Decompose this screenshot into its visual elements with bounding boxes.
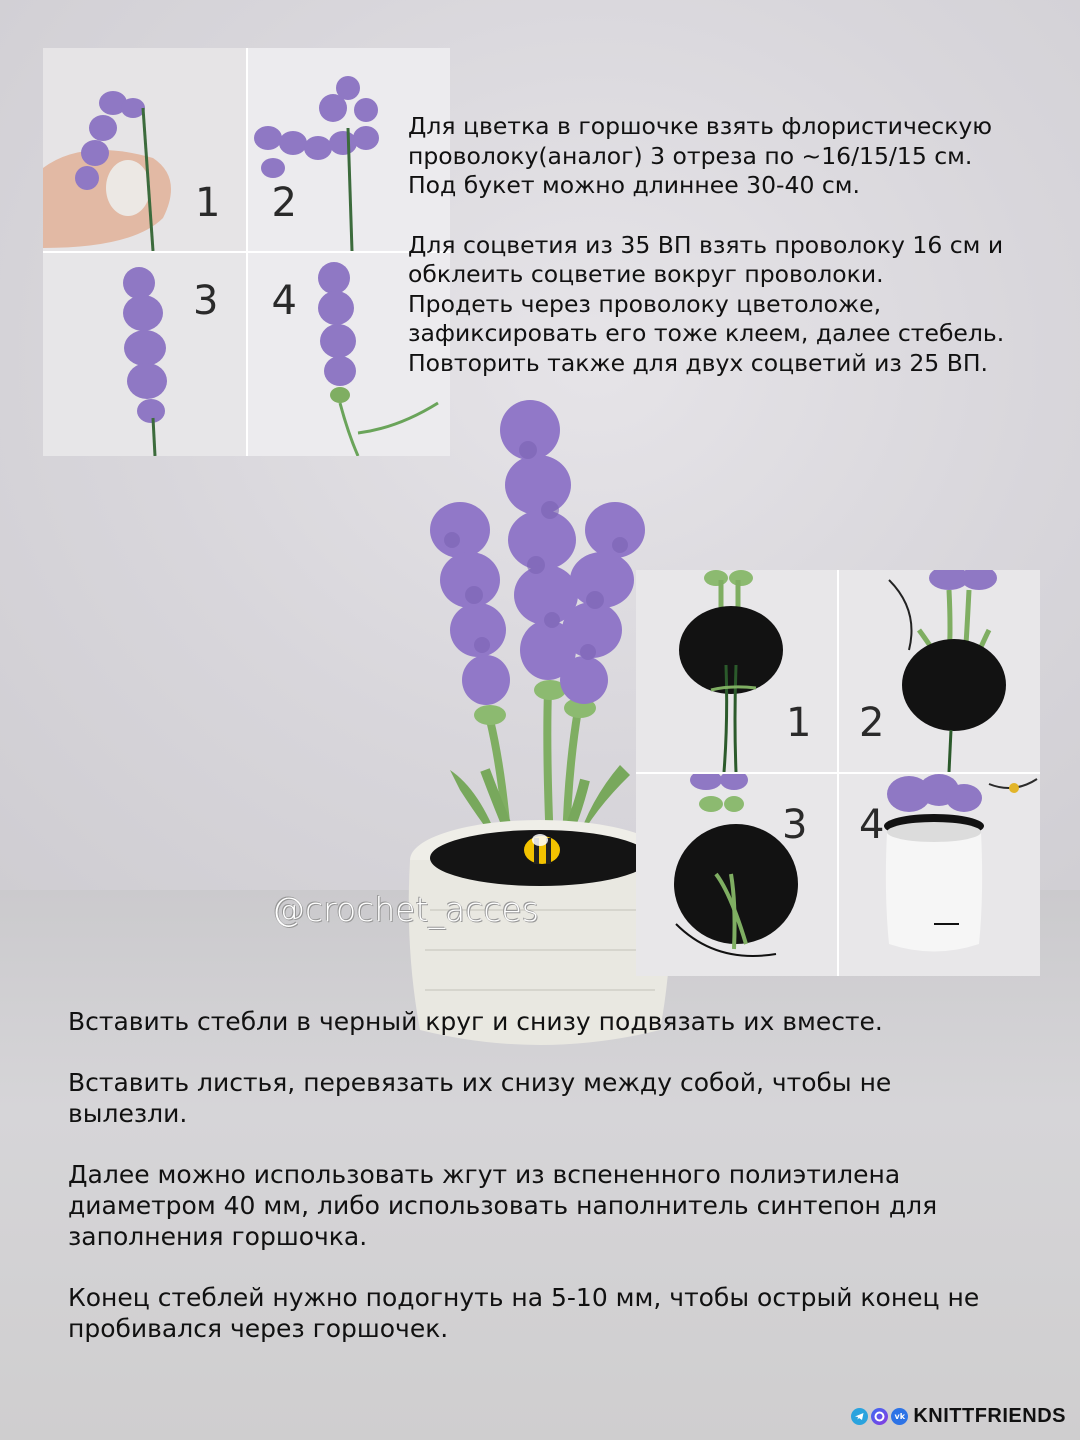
step-label: 4 [859, 802, 885, 848]
photo-grid-top [43, 48, 450, 456]
step-photo-3 [636, 774, 837, 976]
instruction-line: Конец стеблей нужно подогнуть на 5-10 мм, чтобы острый конец не [68, 1283, 980, 1312]
instruction-line: Под букет можно длиннее 30-40 см. [408, 171, 860, 199]
brand-footer [851, 1405, 1066, 1428]
instruction-line: Для цветка в горшочке взять флористическую [408, 112, 993, 140]
step-photo-1 [636, 570, 837, 772]
instruction-line: зафиксировать его тоже клеем, далее стебель. [408, 319, 1005, 347]
step-label: 3 [782, 802, 808, 848]
instruction-line: Вставить стебли в черный круг и снизу подвязать их вместе. [68, 1007, 883, 1036]
top-instructions [408, 112, 1048, 378]
instruction-line: диаметром 40 мм, либо использовать наполнитель синтепон для [68, 1191, 938, 1220]
photo-grid-right [636, 570, 1040, 976]
step-label: 4 [271, 278, 297, 324]
instruction-line: обклеить соцветие вокруг проволоки. [408, 260, 884, 288]
instruction-line: вылезли. [68, 1099, 188, 1128]
step-label: 3 [193, 278, 219, 324]
instruction-line: Далее можно использовать жгут из вспененного полиэтилена [68, 1160, 901, 1189]
step-label: 2 [859, 700, 885, 746]
instruction-line: пробивался через горшочек. [68, 1314, 449, 1343]
step-photo-1 [43, 48, 246, 251]
instruction-line: Для соцветия из 35 ВП взять проволоку 16 см и [408, 230, 1004, 259]
step-photo-4 [839, 774, 1040, 976]
instruction-line: Повторить также для двух соцветий из 25 ВП. [408, 348, 988, 377]
instruction-line: Продеть через проволоку цветоложе, [408, 289, 882, 318]
bottom-instructions [68, 1006, 1028, 1344]
telegram-icon[interactable] [851, 1408, 868, 1425]
max-icon[interactable] [871, 1408, 888, 1425]
step-label: 1 [786, 700, 812, 746]
instruction-line: заполнения горшочка. [68, 1222, 368, 1251]
instruction-line: Вставить листья, перевязать их снизу между собой, чтобы не [68, 1068, 892, 1097]
step-label: 1 [195, 180, 221, 226]
step-photo-2 [839, 570, 1040, 772]
brand-name: KNITTFRIENDS [913, 1405, 1066, 1427]
step-photo-3 [43, 253, 246, 456]
vk-icon[interactable]: vk [891, 1408, 908, 1425]
step-label: 2 [271, 180, 297, 226]
watermark: @crochet_acces [272, 890, 539, 929]
instruction-line: проволоку(аналог) 3 отреза по ~16/15/15 см. [408, 141, 973, 170]
